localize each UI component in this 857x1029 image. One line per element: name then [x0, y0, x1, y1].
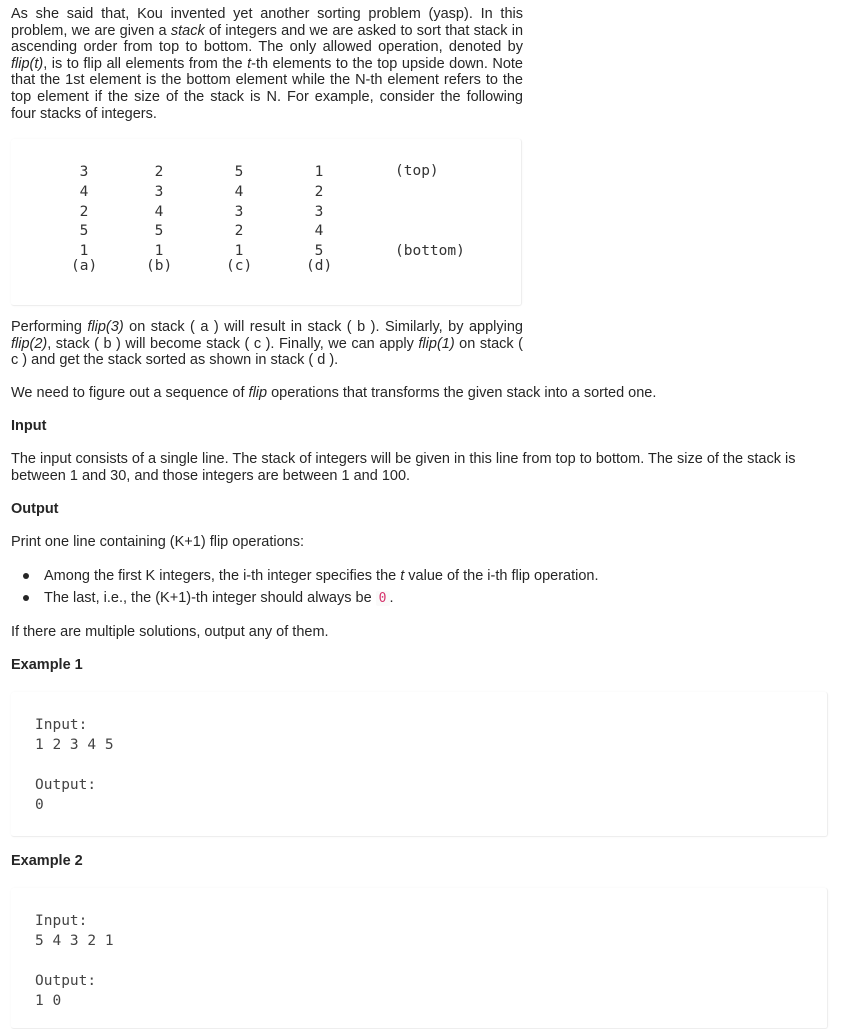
intro-text: -th elements to the top upside down. Note that the 1st element is the bottom element while the N-th element refers to the top element if the size of the stack is N. For example, consider the following four stacks of integers.	[11, 55, 524, 122]
stack-value: 5	[314, 243, 324, 260]
stacks-figure	[11, 139, 522, 306]
bullet-icon	[23, 573, 29, 579]
list-text: Among the first K integers, the i-th integer specifies the	[44, 568, 401, 584]
example-2-block	[11, 888, 828, 1029]
stack-column-d	[306, 163, 332, 277]
intro-text: As she said that, Kou invented yet another sorting problem (yasp). In this problem, we are given a	[11, 6, 523, 39]
t-emphasis: t	[247, 55, 252, 72]
example-1-heading: Example 1	[11, 657, 83, 673]
output-heading: Output	[11, 501, 59, 517]
input-heading: Input	[11, 418, 47, 434]
stack-value: 1	[234, 243, 244, 260]
example-2-input-label: Input:	[35, 913, 88, 929]
paragraph-text: operations that transforms the given stack into a sorted one.	[267, 385, 657, 401]
stack-value: 2	[234, 223, 244, 240]
inline-code: 0	[376, 591, 390, 606]
stack-value: 5	[154, 223, 164, 240]
stack-value: 4	[314, 223, 324, 240]
multiple-solutions-note: If there are multiple solutions, output any of them.	[11, 624, 329, 640]
paragraph-text: We need to figure out a sequence of	[11, 385, 249, 401]
list-text: The last, i.e., the (K+1)-th integer should always be	[44, 590, 376, 606]
example-2-output-value: 1 0	[35, 993, 62, 1009]
stack-value: 2	[79, 203, 89, 220]
need-paragraph	[11, 385, 656, 402]
stack-value: 5	[79, 223, 89, 240]
flip-2-emphasis: flip(2)	[11, 335, 48, 352]
stack-label: (c)	[226, 257, 253, 274]
output-rules-list	[11, 565, 599, 610]
example-2-input-value: 5 4 3 2 1	[35, 933, 114, 949]
stack-value: 1	[154, 243, 164, 260]
flip-example-paragraph	[11, 319, 523, 369]
stack-label: (d)	[306, 257, 333, 274]
stack-value: 1	[79, 243, 89, 260]
list-item	[11, 587, 599, 610]
paragraph-text: on stack ( a ) will result in stack ( b ). Similarly, by applying	[123, 319, 523, 335]
stack-value: 4	[154, 203, 164, 220]
flip-emphasis: flip	[248, 385, 268, 401]
stack-label: (b)	[146, 257, 173, 274]
example-1-input-label: Input:	[35, 717, 88, 733]
stack-column-b	[146, 163, 172, 277]
paragraph-text: on stack ( c ) and get the stack sorted as shown in stack ( d ).	[11, 335, 523, 369]
stack-value: 2	[314, 183, 324, 200]
intro-text: of integers and we are asked to sort that stack in ascending order from top to bottom. The only allowed operation, denoted by	[11, 22, 524, 56]
stack-column-a	[71, 163, 97, 277]
stack-value: 5	[234, 164, 244, 180]
bullet-icon	[23, 595, 29, 601]
input-description-line-2: between 1 and 30, and those integers are between 1 and 100.	[11, 468, 411, 484]
stack-emphasis: stack	[170, 22, 205, 39]
example-2-heading: Example 2	[11, 853, 83, 869]
flip-1-emphasis: flip(1)	[418, 335, 455, 352]
bottom-label: (bottom)	[395, 243, 465, 259]
stack-value: 3	[314, 203, 324, 220]
stack-value: 3	[154, 183, 164, 200]
t-emphasis: t	[400, 568, 405, 584]
stack-value: 2	[154, 164, 164, 180]
top-label: (top)	[395, 163, 439, 179]
stack-value: 1	[314, 164, 324, 180]
example-1-input-value: 1 2 3 4 5	[35, 737, 114, 753]
flip-t-emphasis: flip(t)	[11, 55, 44, 72]
stack-value: 4	[79, 183, 89, 200]
stack-label: (a)	[71, 257, 98, 274]
list-text: value of the i-th flip operation.	[404, 568, 599, 584]
list-text: .	[389, 590, 394, 606]
stack-value: 3	[79, 164, 89, 180]
flip-3-emphasis: flip(3)	[87, 319, 124, 335]
intro-text: , is to flip all elements from the	[43, 55, 248, 72]
stack-value: 4	[234, 183, 244, 200]
stack-value: 3	[234, 203, 244, 220]
paragraph-text: Performing	[11, 319, 88, 335]
example-1-output-value: 0	[35, 797, 44, 813]
example-1-output-label: Output:	[35, 777, 97, 793]
input-description-line-1: The input consists of a single line. The stack of integers will be given in this line from top to bottom. The size of the stack is	[11, 451, 796, 467]
example-2-output-label: Output:	[35, 973, 97, 989]
paragraph-text: , stack ( b ) will become stack ( c ). Finally, we can apply	[47, 335, 419, 352]
stack-column-c	[226, 163, 252, 277]
list-item	[11, 565, 599, 587]
intro-paragraph	[11, 6, 523, 122]
example-1-block	[11, 692, 828, 837]
output-description: Print one line containing (K+1) flip operations:	[11, 534, 304, 550]
